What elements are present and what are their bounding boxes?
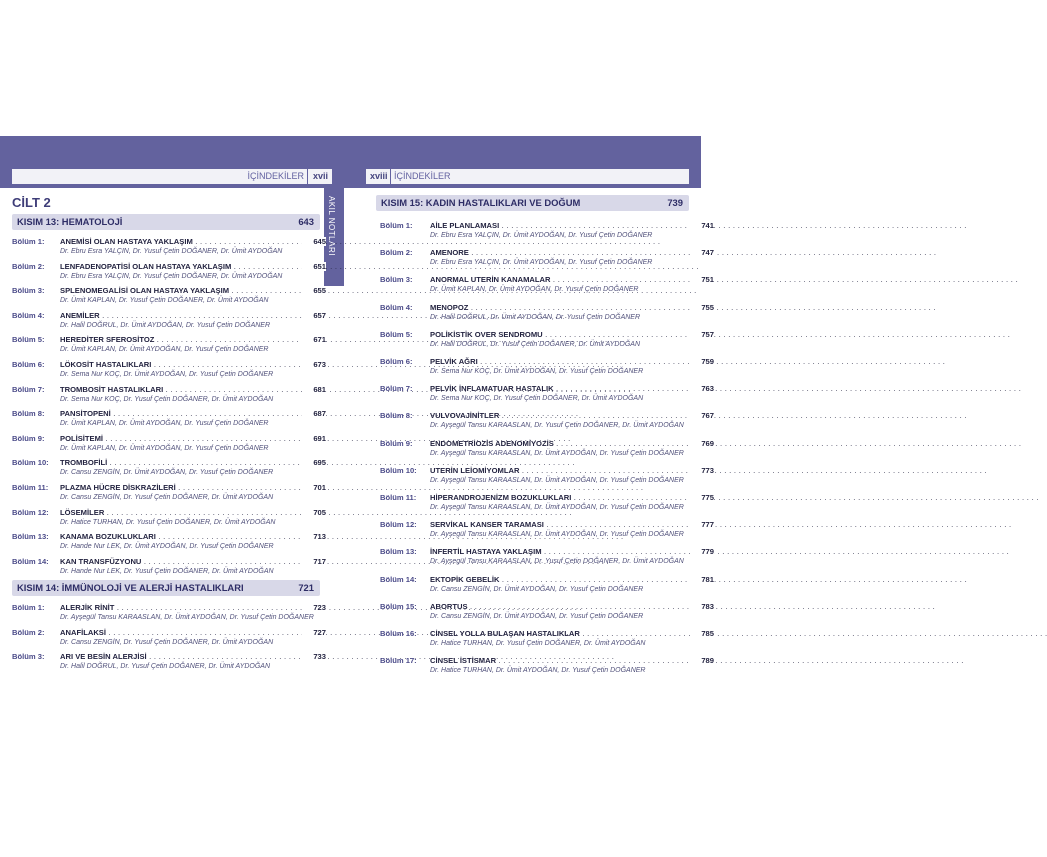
chapter-title: ANORMAL UTERİN KANAMALAR . . . (430, 275, 692, 284)
left-page-number: xvii (312, 171, 328, 181)
chapter-label: Bölüm 15: (380, 601, 417, 611)
chapter-title: MENOPOZ . . . (430, 303, 692, 312)
chapter-authors: Dr. Sema Nur KOÇ, Dr. Yusuf Çetin DOĞANER, Dr. Ümit AYDOĞAN (430, 395, 644, 403)
chapter-label: Bölüm 10: (380, 465, 417, 475)
chapter-page: 713 (302, 532, 326, 541)
chapter-label: Bölüm 14: (12, 556, 49, 566)
chapter-label: Bölüm 14: (380, 574, 417, 584)
chapter-title: CİNSEL YOLLA BULAŞAN HASTALIKLAR . . . (430, 629, 692, 638)
chapter-page: 671 (302, 335, 326, 344)
chapter-authors: Dr. Ümit KAPLAN, Dr. Ümit AYDOĞAN, Dr. Yusuf Çetin DOĞANER (60, 444, 269, 452)
chapter-title: ANAFİLAKSİ . . . (60, 628, 302, 637)
chapter-label: Bölüm 6: (380, 357, 413, 366)
chapter-label: Bölüm 5: (12, 335, 45, 345)
chapter-page: 657 (302, 311, 326, 320)
chapter-page: 785 (690, 629, 714, 638)
chapter-label: Bölüm 2: (380, 248, 413, 258)
chapter-authors: Dr. Ayşegül Tansu KARAASLAN, Dr. Yusuf Çetin DOĞANER, Dr. Ümit AYDOĞAN (430, 558, 684, 566)
chapter-label: Bölüm 1: (12, 603, 45, 612)
chapter-title: POLİKİSTİK OVER SENDROMU . . . (430, 330, 692, 339)
chapter-authors: Dr. Hatice TURHAN, Dr. Yusuf Çetin DOĞANER, Dr. Ümit AYDOĞAN (60, 518, 276, 526)
chapter-authors: Dr. Ayşegül Tansu KARAASLAN, Dr. Ümit AYDOĞAN, Dr. Yusuf Çetin DOĞANER (430, 476, 684, 484)
chapter-authors: Dr. Cansu ZENGİN, Dr. Ümit AYDOĞAN, Dr. Yusuf Çetin DOĞANER (430, 585, 644, 593)
chapter-label: Bölüm 3: (12, 286, 45, 296)
chapter-label: Bölüm 11: (380, 493, 417, 502)
volume-title: CİLT 2 (12, 195, 51, 210)
chapter-title: AMENORE . . . (430, 248, 692, 257)
chapter-page: 781 (690, 575, 714, 584)
chapter-page: 727 (302, 628, 326, 637)
chapter-label: Bölüm 12: (12, 507, 49, 517)
kisim-15-bar (376, 195, 689, 211)
chapter-label: Bölüm 3: (12, 652, 45, 662)
chapter-title: PANSİTOPENİ . . . (60, 409, 302, 418)
chapter-authors: Dr. Halil DOĞRUL, Dr. Yusuf Çetin DOĞANER, Dr. Ümit AYDOĞAN (430, 340, 641, 348)
chapter-label: Bölüm 8: (12, 409, 45, 419)
chapter-label: Bölüm 3: (380, 275, 413, 285)
akil-notlari-label: AKIL NOTLARI (327, 196, 336, 256)
chapter-title: HİPERANDROJENİZM BOZUKLUKLARI . . . (430, 493, 692, 502)
chapter-authors: Dr. Hande Nur LEK, Dr. Yusuf Çetin DOĞANER, Dr. Ümit AYDOĞAN (60, 567, 274, 575)
chapter-label: Bölüm 7: (12, 384, 45, 394)
chapter-label: Bölüm 5: (380, 329, 413, 339)
chapter-title: SERVİKAL KANSER TARAMASI . . . (430, 520, 692, 529)
chapter-title: KAN TRANSFÜZYONU . . . (60, 557, 302, 566)
chapter-page: 717 (302, 557, 326, 566)
chapter-authors: Dr. Ebru Esra YALÇIN, Dr. Ümit AYDOĞAN, Dr. Yusuf Çetin DOĞANER (430, 259, 653, 267)
chapter-authors: Dr. Halil DOĞRUL, Dr. Yusuf Çetin DOĞANER, Dr. Ümit AYDOĞAN (60, 663, 271, 671)
chapter-label: Bölüm 13: (380, 547, 417, 557)
right-page-number: xviii (370, 171, 388, 181)
chapter-page: 759 (690, 357, 714, 366)
chapter-label: Bölüm 7: (380, 384, 413, 394)
chapter-page: 775 (690, 493, 714, 502)
chapter-page: 779 (690, 547, 714, 556)
chapter-authors: Dr. Ayşegül Tansu KARAASLAN, Dr. Ümit AYDOĞAN, Dr. Yusuf Çetin DOĞANER (430, 449, 684, 457)
chapter-authors: Dr. Hande Nur LEK, Dr. Ümit AYDOĞAN, Dr. Yusuf Çetin DOĞANER (60, 543, 274, 551)
chapter-label: Bölüm 8: (380, 411, 413, 421)
chapter-label: Bölüm 11: (12, 483, 49, 492)
chapter-title: HEREDİTER SFEROSİTOZ . . . (60, 335, 302, 344)
chapter-title: AİLE PLANLAMASI . . . (430, 221, 692, 230)
kisim-14-bar (12, 580, 320, 596)
chapter-authors: Dr. Halil DOĞRUL, Dr. Ümit AYDOĞAN, Dr. Yusuf Çetin DOĞANER (430, 313, 641, 321)
chapter-label: Bölüm 4: (380, 302, 413, 312)
chapter-page: 769 (690, 439, 714, 448)
chapter-title: ALERJİK RİNİT . . . (60, 603, 302, 612)
chapter-authors: Dr. Ümit KAPLAN, Dr. Ümit AYDOĞAN, Dr. Yusuf Çetin DOĞANER (430, 286, 639, 294)
chapter-label: Bölüm 1: (380, 221, 413, 230)
chapter-authors: Dr. Cansu ZENGİN, Dr. Ümit AYDOĞAN, Dr. Yusuf Çetin DOĞANER (60, 469, 274, 477)
chapter-title: PLAZMA HÜCRE DİSKRAZİLERİ . . . (60, 483, 302, 492)
chapter-page: 783 (690, 602, 714, 611)
chapter-title: LÖKOSİT HASTALIKLARI . . . (60, 360, 302, 369)
chapter-title: ANEMİSİ OLAN HASTAYA YAKLAŞIM . . . (60, 237, 302, 246)
chapter-label: Bölüm 9: (12, 433, 45, 443)
chapter-title: İNFERTİL HASTAYA YAKLAŞIM . . . (430, 547, 692, 556)
chapter-authors: Dr. Halil DOĞRUL, Dr. Ümit AYDOĞAN, Dr. Yusuf Çetin DOĞANER (60, 321, 271, 329)
kisim-13-page: 643 (298, 216, 314, 227)
chapter-page: 757 (690, 330, 714, 339)
chapter-authors: Dr. Sema Nur KOÇ, Dr. Yusuf Çetin DOĞANER, Dr. Ümit AYDOĞAN (60, 395, 274, 403)
chapter-page: 723 (302, 603, 326, 612)
chapter-authors: Dr. Cansu ZENGİN, Dr. Yusuf Çetin DOĞANER, Dr. Ümit AYDOĞAN (60, 494, 274, 501)
kisim-15-title: KISIM 15: KADIN HASTALIKLARI VE DOĞUM (381, 197, 581, 208)
kisim-13-bar (12, 214, 320, 230)
chapter-label: Bölüm 1: (12, 237, 45, 246)
chapter-authors: Dr. Ümit KAPLAN, Dr. Yusuf Çetin DOĞANER, Dr. Ümit AYDOĞAN (60, 297, 269, 305)
chapter-label: Bölüm 17: (380, 656, 417, 666)
chapter-page: 773 (690, 466, 714, 475)
chapter-page: 681 (302, 385, 326, 394)
chapter-title: KANAMA BOZUKLUKLARI . . . (60, 532, 302, 541)
chapter-title: ENDOMETRİOZİS ADENOMİYOZİS . . . (430, 439, 692, 448)
left-header-title: İÇİNDEKİLER (247, 171, 304, 181)
chapter-page: 763 (690, 384, 714, 393)
chapter-title: LÖSEMİLER . . . (60, 508, 302, 517)
kisim-13-title: KISIM 13: HEMATOLOJİ (17, 216, 123, 227)
chapter-authors: Dr. Cansu ZENGİN, Dr. Ümit AYDOĞAN, Dr. Yusuf Çetin DOĞANER (430, 612, 644, 620)
chapter-page: 747 (690, 248, 714, 257)
chapter-authors: Dr. Ayşegül Tansu KARAASLAN, Dr. Yusuf Çetin DOĞANER, Dr. Ümit AYDOĞAN (430, 422, 684, 430)
chapter-title: ABORTUS . . . (430, 602, 692, 611)
chapter-authors: Dr. Ümit KAPLAN, Dr. Ümit AYDOĞAN, Dr. Yusuf Çetin DOĞANER (60, 420, 269, 428)
chapter-authors: Dr. Sema Nur KOÇ, Dr. Ümit AYDOĞAN, Dr. Yusuf Çetin DOĞANER (60, 371, 274, 378)
chapter-page: 691 (302, 434, 326, 443)
chapter-title: PELVİK AĞRI . . . (430, 357, 692, 366)
right-header-title: İÇİNDEKİLER (394, 171, 451, 181)
chapter-page: 767 (690, 411, 714, 420)
chapter-page: 741 (690, 221, 714, 230)
chapter-title: ANEMİLER . . . (60, 311, 302, 320)
chapter-page: 695 (302, 458, 326, 467)
right-header-divider (390, 169, 391, 184)
chapter-page: 655 (302, 286, 326, 295)
chapter-label: Bölüm 2: (12, 627, 45, 637)
chapter-title: EKTOPİK GEBELİK . . . (430, 575, 692, 584)
chapter-label: Bölüm 6: (12, 360, 45, 369)
kisim-15-page: 739 (667, 197, 683, 208)
chapter-title: ARI VE BESİN ALERJİSİ . . . (60, 652, 302, 661)
chapter-label: Bölüm 10: (12, 458, 49, 468)
chapter-authors: Dr. Ebru Esra YALÇIN, Dr. Yusuf Çetin DOĞANER, Dr. Ümit AYDOĞAN (60, 248, 283, 255)
chapter-page: 701 (302, 483, 326, 492)
chapter-authors: Dr. Hatice TURHAN, Dr. Yusuf Çetin DOĞANER, Dr. Ümit AYDOĞAN (430, 640, 646, 647)
chapter-authors: Dr. Ümit KAPLAN, Dr. Ümit AYDOĞAN, Dr. Yusuf Çetin DOĞANER (60, 346, 269, 354)
kisim-14-title: KISIM 14: İMMÜNOLOJİ VE ALERJİ HASTALIKLARI (17, 582, 244, 593)
chapter-authors: Dr. Sema Nur KOÇ, Dr. Ümit AYDOĞAN, Dr. Yusuf Çetin DOĞANER (430, 368, 644, 375)
chapter-title: POLİSİTEMİ . . . (60, 434, 302, 443)
chapter-title: CİNSEL İSTİSMAR . . . (430, 656, 692, 665)
chapter-page: 673 (302, 360, 326, 369)
chapter-page: 789 (690, 656, 714, 665)
chapter-title: LENFADENOPATİSİ OLAN HASTAYA YAKLAŞIM . . . (60, 262, 302, 271)
chapter-label: Bölüm 9: (380, 438, 413, 448)
chapter-page: 645 (302, 237, 326, 246)
right-page-header (366, 169, 689, 184)
chapter-title: TROMBOFİLİ . . . (60, 458, 302, 467)
chapter-authors: Dr. Ayşegül Tansu KARAASLAN, Dr. Ümit AYDOĞAN, Dr. Yusuf Çetin DOĞANER (430, 531, 684, 539)
kisim-14-page: 721 (298, 582, 314, 593)
chapter-page: 777 (690, 520, 714, 529)
chapter-title: PELVİK İNFLAMATUAR HASTALIK . . . (430, 384, 692, 393)
chapter-label: Bölüm 13: (12, 532, 49, 542)
chapter-page: 705 (302, 508, 326, 517)
chapter-authors: Dr. Ebru Esra YALÇIN, Dr. Ümit AYDOĞAN, Dr. Yusuf Çetin DOĞANER (430, 232, 653, 239)
chapter-authors: Dr. Hatice TURHAN, Dr. Ümit AYDOĞAN, Dr. Yusuf Çetin DOĞANER (430, 667, 646, 675)
chapter-title: TROMBOSİT HASTALIKLARI . . . (60, 385, 302, 394)
chapter-label: Bölüm 2: (12, 261, 45, 271)
chapter-authors: Dr. Ebru Esra YALÇIN, Dr. Yusuf Çetin DOĞANER, Dr. Ümit AYDOĞAN (60, 272, 283, 280)
left-page-header (12, 169, 332, 184)
chapter-title: VULVOVAJİNİTLER . . . (430, 411, 692, 420)
chapter-authors: Dr. Ayşegül Tansu KARAASLAN, Dr. Ümit AYDOĞAN, Dr. Yusuf Çetin DOĞANER (60, 614, 314, 621)
chapter-title: SPLENOMEGALİSİ OLAN HASTAYA YAKLAŞIM . . . (60, 286, 302, 295)
chapter-authors: Dr. Ayşegül Tansu KARAASLAN, Dr. Ümit AYDOĞAN, Dr. Yusuf Çetin DOĞANER (430, 504, 684, 511)
chapter-label: Bölüm 12: (380, 520, 417, 530)
chapter-page: 755 (690, 303, 714, 312)
chapter-page: 687 (302, 409, 326, 418)
chapter-authors: Dr. Cansu ZENGİN, Dr. Yusuf Çetin DOĞANER, Dr. Ümit AYDOĞAN (60, 638, 274, 646)
chapter-label: Bölüm 16: (380, 629, 417, 638)
left-header-divider (307, 169, 308, 184)
chapter-page: 651 (302, 262, 326, 271)
chapter-page: 751 (690, 275, 714, 284)
chapter-title: UTERİN LEİOMİYOMLAR . . . (430, 466, 692, 475)
chapter-page: 733 (302, 652, 326, 661)
chapter-label: Bölüm 4: (12, 310, 45, 320)
